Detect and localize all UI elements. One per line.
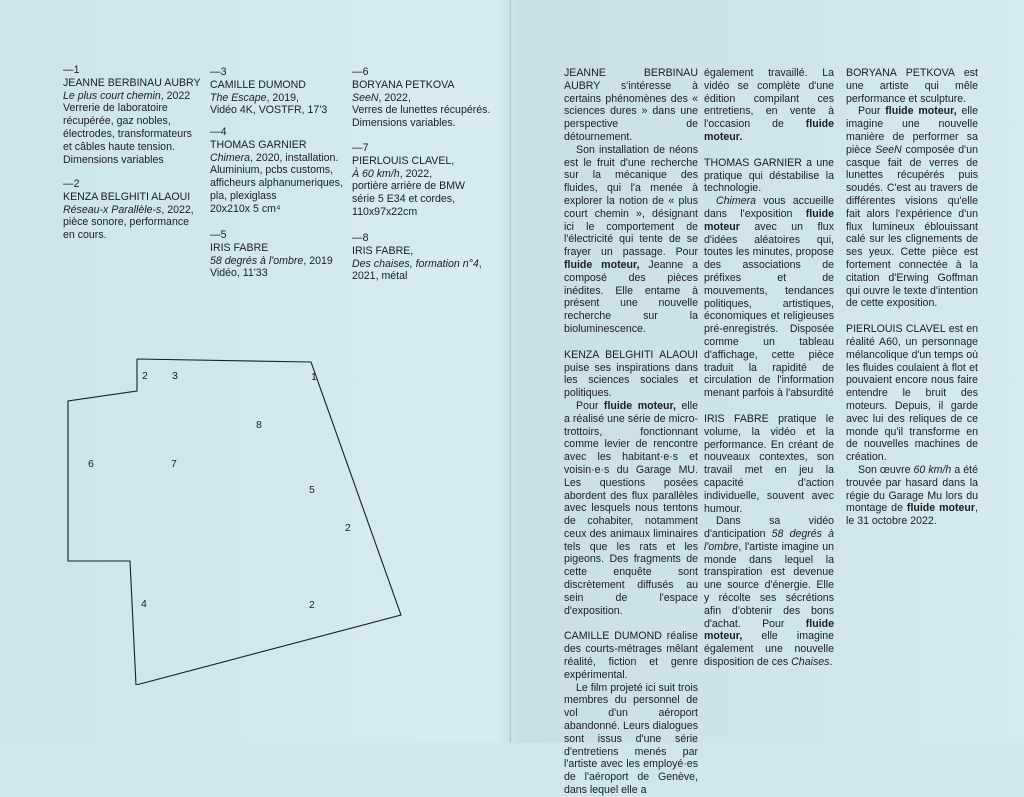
iris-intro: IRIS FABRE pratique le volume, la vidéo et la performance. En créant de nouveaux contextes, son travail met en jeu la capacité d'action individuelle, souvent avec humour. xyxy=(704,412,834,515)
plan-label: 1 xyxy=(311,371,317,383)
kenza-intro: KENZA BELGHITI ALAOUI puise ses inspirations dans les sciences sociales et politiques. xyxy=(564,348,698,400)
floor-plan xyxy=(60,355,405,685)
plan-label: 2 xyxy=(345,522,351,534)
detail-line: 20x210x 5 cm⁴ xyxy=(210,202,281,215)
detail-line: et câbles haute tension. xyxy=(63,140,175,153)
plan-label: 5 xyxy=(309,484,315,496)
detail-line: Dimensions variables xyxy=(63,153,164,166)
list-entry-7 xyxy=(352,142,497,219)
detail-line: électrodes, transformateurs xyxy=(63,127,192,140)
detail-line: portière arrière de BMW xyxy=(352,180,466,193)
text-column-2 xyxy=(704,67,834,669)
camille-continued: également travaillé. La vidéo se complète d'une édition compilant ces entretiens, en vente à l'occasion de fluide moteur. xyxy=(704,67,834,143)
list-entry-8 xyxy=(352,232,497,283)
plan-label: 2 xyxy=(309,599,315,611)
work-title: The Escape xyxy=(210,91,267,104)
work-year: , 2022, xyxy=(378,91,411,104)
detail-line: Vidéo, 11'33 xyxy=(210,267,268,280)
entry-number: —7 xyxy=(352,142,369,154)
entry-number: —8 xyxy=(352,232,369,244)
camille-intro: CAMILLE DUMOND réalise des courts-métrages mêlant réalité, fiction et genre expérimental. xyxy=(564,630,698,681)
work-year: , 2019, xyxy=(266,91,299,104)
text-column-3 xyxy=(846,67,978,528)
work-year: , xyxy=(478,257,482,270)
camille-paragraph: Le film projeté ici suit trois membres du personnel de vol d'un aéroport abandonné. Leurs dialogues sont issus d'une série d'entretiens menés par l'artiste avec les employé·es de l'aéroport de Genève, dans lequel elle a xyxy=(564,681,698,797)
work-year: , 2022, xyxy=(161,203,194,216)
work-title: Réseau-x Parallèle-s xyxy=(63,203,162,216)
plan-label: 7 xyxy=(171,458,177,470)
work-year: , 2019 xyxy=(303,254,333,267)
plan-label: 3 xyxy=(172,370,178,382)
work-title: 58 degrés à l'ombre xyxy=(210,254,304,267)
work-year: , 2022 xyxy=(160,89,191,102)
pierlouis-intro: PIERLOUIS CLAVEL est en réalité A60, un personnage mélancolique d'un temps où les fluides coulaient à flot et pouvaient encore nous faire entendre le bruit des moteurs. Depuis, il garde avec lui des reliques de ce monde qu'il transforme en de nouvelles machines de création. xyxy=(846,323,978,464)
work-year: , 2020, installation. xyxy=(250,151,339,164)
artist-name: KENZA BELGHITI ALAOUI xyxy=(63,190,191,203)
artist-name: IRIS FABRE xyxy=(210,241,269,254)
entry-number: —5 xyxy=(210,229,227,241)
list-entry-2 xyxy=(63,178,213,242)
detail-line: pièce sonore, performance xyxy=(63,216,190,229)
detail-line: Dimensions variables. xyxy=(352,117,456,130)
entry-number: —1 xyxy=(63,64,80,76)
list-entry-3 xyxy=(210,66,350,117)
detail-line: pla, plexiglass xyxy=(210,189,277,202)
thomas-paragraph: Chimera vous accueille dans l'exposition fluide moteur avec un flux d'idées aléatoires qui, toutes les minutes, propose des associations de préfixes et de mouvements, tendances politiques, artistiques, économiques et religieuses pré-enregistrés. Disposée comme un tableau d'affichage, cette pièce traduit la rapidité de circulation de l'information menant parfois à l'absurdité xyxy=(704,195,834,400)
plan-label: 8 xyxy=(256,419,262,431)
work-title: Des chaises, formation n°4 xyxy=(352,257,479,270)
iris-paragraph: Dans sa vidéo d'anticipation 58 degrés à l'ombre, l'artiste imagine un monde dans lequel la transpiration est devenue une source d'énergie. Elle y récolte ses sécrétions afin d'obtenir des bons d'achat. Pour fluide moteur, elle imagine également une nouvelle disposition de ces Chaises. xyxy=(704,515,834,669)
pierlouis-paragraph: Son œuvre 60 km/h a été trouvée par hasard dans la régie du Garage Mu lors du montage de fluide moteur, le 31 octobre 2022. xyxy=(846,463,978,528)
list-entry-1 xyxy=(63,64,213,166)
plan-label: 6 xyxy=(88,458,94,470)
artist-name: BORYANA PETKOVA xyxy=(352,78,455,91)
entry-number: —2 xyxy=(63,178,80,190)
detail-line: 2021, métal xyxy=(352,270,408,283)
work-title: SeeN xyxy=(352,91,379,104)
artist-name: JEANNE BERBINAU AUBRY xyxy=(63,76,201,89)
detail-line: série 5 E34 et cordes, xyxy=(352,193,456,206)
plan-label: 4 xyxy=(141,598,147,610)
entry-number: —3 xyxy=(210,66,227,78)
detail-line: 110x97x22cm xyxy=(352,205,418,218)
detail-line: afficheurs alphanumeriques, xyxy=(210,177,343,190)
artist-name: CAMILLE DUMOND xyxy=(210,78,306,91)
artist-name: IRIS FABRE, xyxy=(352,244,414,257)
detail-line: Verrerie de laboratoire xyxy=(63,102,168,115)
work-title: Le plus court chemin xyxy=(63,89,161,102)
artist-name: PIERLOUIS CLAVEL, xyxy=(352,154,455,167)
work-title: À 60 km/h xyxy=(352,167,400,180)
plan-label: 2 xyxy=(142,370,148,382)
text-column-1 xyxy=(564,67,698,797)
detail-line: Verres de lunettes récupérés. xyxy=(352,104,491,117)
thomas-intro: THOMAS GARNIER a une pratique qui déstabilise la technologie. xyxy=(704,156,834,195)
kenza-paragraph: Pour fluide moteur, elle a réalisé une série de micro-trottoirs, fonctionnant comme levier de rencontre avec les habitant·e·s et voisin·e·s du Garage MU. Les questions posées abordent des flux parallèles avec lesquels nous tentons de cohabiter, notamment ceux des animaux liminaires tels que les rats et les pigeons. Des fragments de cette enquête sont discrètement diffusés au sein de l'espace d'exposition. xyxy=(564,399,698,617)
work-year: , 2022, xyxy=(399,167,433,180)
boryana-intro: BORYANA PETKOVA est une artiste qui mêle performance et sculpture. xyxy=(846,67,978,105)
center-fold xyxy=(509,0,512,743)
boryana-paragraph: Pour fluide moteur, elle imagine une nouvelle manière de performer sa pièce SeeN composée d'un casque fait de verres de lunettes récupérés puis soudés. C'est au travers de différentes visions qu'elle fait alors l'expérience d'un flux lumineux éblouissant calé sur les clignements de ses yeux. Cette pièce est fortement connectée à la citation d'Erwing Goffman qui ouvre le texte d'intention de cette exposition. xyxy=(846,105,978,310)
detail-line: Vidéo 4K, VOSTFR, 17'3 xyxy=(210,104,328,117)
list-entry-5 xyxy=(210,229,355,280)
list-entry-6 xyxy=(352,66,497,130)
detail-line: récupérée, gaz nobles, xyxy=(63,115,171,128)
entry-number: —6 xyxy=(352,66,369,78)
detail-line: en cours. xyxy=(63,229,107,242)
floor-plan-outline xyxy=(60,355,405,685)
jeanne-paragraph: Son installation de néons est le fruit d'une recherche sur la mécanique des fluides, qui l'a menée à explorer la notion de « plus court chemin », désignant ici le comportement de l'électricité qui tente de se frayer un passage. Pour fluide moteur, Jeanne a composé des pièces inédites. Elle entame à présent une nouvelle recherche sur la bioluminescence. xyxy=(564,143,698,335)
list-entry-4 xyxy=(210,126,355,216)
jeanne-intro: JEANNE BERBINAU AUBRY s'intéresse à certains phénomènes des « sciences dures » dans une perspective de détournement. xyxy=(564,67,698,143)
artist-name: THOMAS GARNIER xyxy=(210,138,307,151)
detail-line: Aluminium, pcbs customs, xyxy=(210,164,334,177)
entry-number: —4 xyxy=(210,126,227,138)
work-title: Chimera xyxy=(210,151,251,164)
